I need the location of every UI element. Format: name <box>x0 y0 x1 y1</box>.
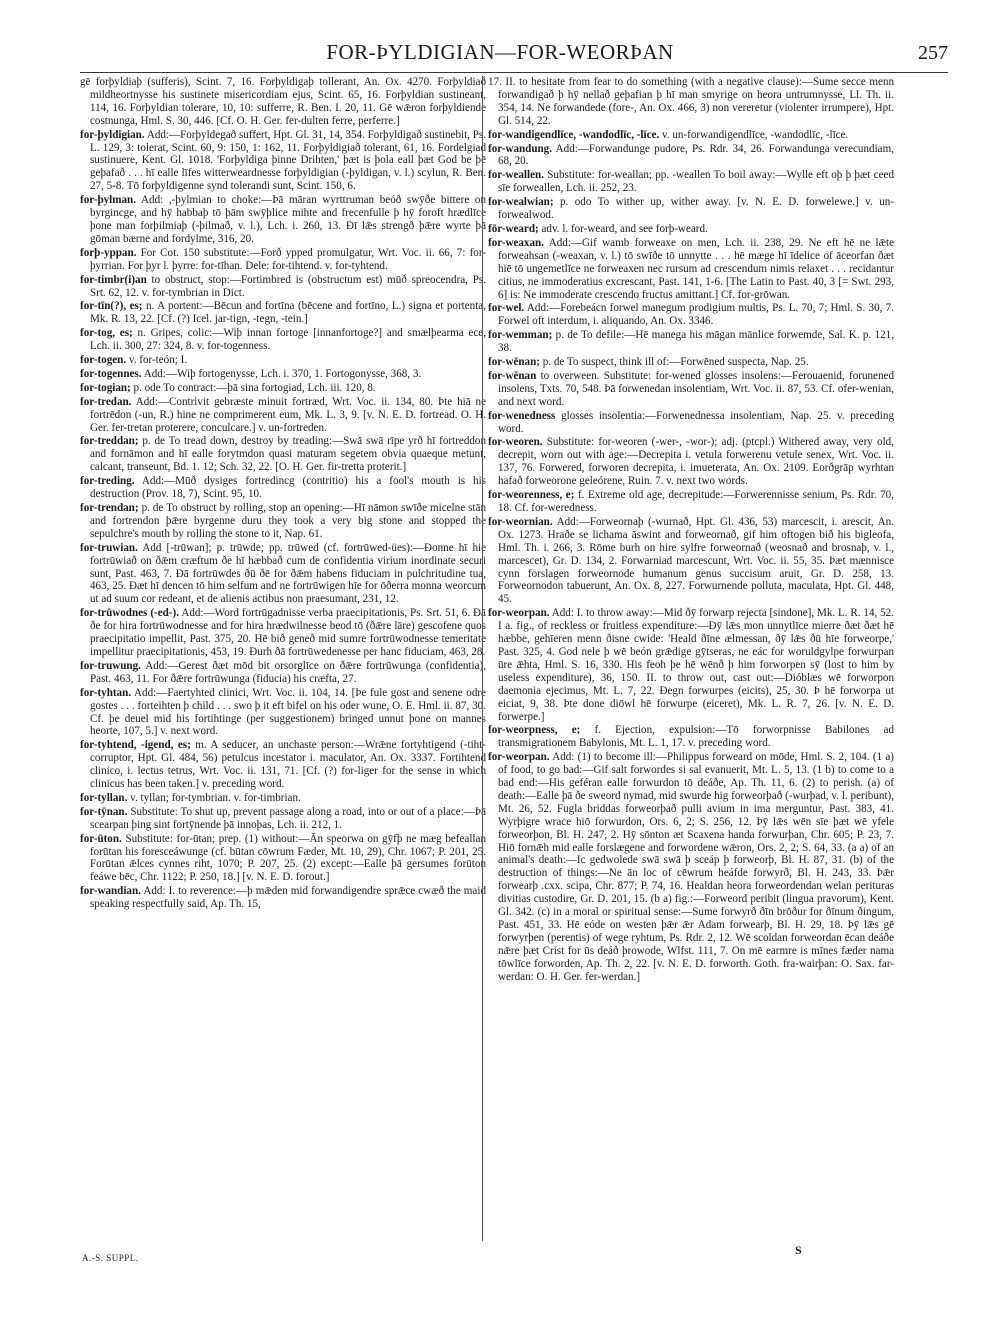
dictionary-entry <box>80 502 486 541</box>
header-rule <box>80 72 948 73</box>
dictionary-entry <box>80 129 486 194</box>
entry-headword: for-wandian. <box>80 885 141 898</box>
dictionary-entry <box>80 542 486 607</box>
dictionary-entry <box>80 792 486 805</box>
dictionary-entry <box>488 169 894 195</box>
entry-body: Add:—Word fortrūgadnisse verba praecipitationis, Ps. Srt. 51, 6. Ðā ðe for hira fortrūwodnesse and for hira hrædwilnesse beod tō (ðǣre lāre) gescofene quos praecipitatio impellit, Past. 375, 20. Hē bið geneð mid sumre fortrūwodnesse temeritate impellitur praecipitationis, 453, 19. Ðurh ðā fortrūwedenesse per hanc fiduciam, 463, 28. <box>89 607 486 658</box>
entry-headword: for-weorpan. <box>488 607 550 620</box>
entry-body: Add:—Faertyhted clinici, Wrt. Voc. ii. 104, 14. [Þe fule gost and senene odre gostes . . . forteihten þ child . . . swo þ it eft bifel on his oder wune, O. E. Hml. ii. 87, 30. Cf. þe deuel mid his fortihtinge (per suggestionem) bringed unnut þone on mannes heorte, 107, 5.] v. next word. <box>89 686 486 738</box>
entry-body: Add:—Forwandunge pudore, Ps. Rdr. 34, 26. Forwandunga verecundiam, 68, 20. <box>497 142 894 168</box>
entry-body: Substitute: for-weoren (-wer-, -wor-); adj. (ptcpl.) Withered away, very old, decrepit, worn out with age:—Decrepita i. vetula forwerenu vetule senex, Wrt. Voc. ii. 137, 76. Forwered, forworen decrepita, i. imueterata, An. Ox. 2109. Eorðgrāp wyrhtan hafað forweorone geleórene, Ruin. 7. v. next two words. <box>497 436 895 488</box>
dictionary-entry <box>80 382 486 395</box>
entry-body: v. un-forwandigendlīce, -wandodlīc, -līce. <box>662 128 849 141</box>
entry-headword: for-weorpness, e; <box>488 724 581 737</box>
entry-headword: for-togennes. <box>80 367 142 380</box>
entry-headword: for-tȳnan. <box>80 805 128 818</box>
entry-body: n. A portent:—Bēcun and fortīna (bēcene and fortīno, L.) signa et portenta, Mk. R. 13, 22. [Cf. (?) Icel. jar-tign, -tegn, -tein.] <box>89 300 486 326</box>
entry-body: Add: I. to reverence:—þ mǣden mid forwandigendre sprǣce cwæð the maid speaking respectfully said, Ap. Th. 15, <box>89 885 486 911</box>
entry-headword: for-weaxan. <box>488 236 544 249</box>
entry-body: Add:—Mūð dysiges fortredincg (contritio) his a fool's mouth is his destruction (Prov. 18, 7), Scint. 95, 10. <box>89 475 486 501</box>
entry-headword: for-tyllan. <box>80 791 128 804</box>
entry-headword: for-tyhtend, -igend, es; <box>80 739 191 752</box>
dictionary-entry <box>488 237 894 302</box>
entry-headword: for-tredan. <box>80 395 132 408</box>
entry-headword: for-truwung. <box>80 659 141 672</box>
entry-body: Add:—Gif wamb forweaxe on men, Lch. ii. 238, 29. Ne eft hē ne lǣte forweahsan (-weaxan, v. l.) tō swīðe tō unnytte . . . hē mæge hī īdelice of āceorfan ðæt hiē tō ungemetlīce ne forweaxen nec rursum ad crescendum nimis relaxet . . . recidantur citius, ne immoderatius excrescant, Past. 141, 1-6. [The Latin to Past. 40, 3 [= Swt. 293, 6] is: Ne immoderate crescendo fructus amittant.] Cf. for-grōwan. <box>497 236 894 301</box>
entry-body: m. A seducer, an unchaste person:—Wrǣne fortyhtigend (-tiht- corruptor, Hpt. Gl. 484, 56) petulcus incestator i. maculator, An. Ox. 3337. Fortihtend clinico, i. lectus tetrus, Wrt. Voc. ii. 131, 71. [Cf. (?) for-liger for the sense in which clinicus has been taken.] v. preceding word. <box>89 739 486 791</box>
dictionary-entry <box>488 302 894 328</box>
entry-headword: for-treding. <box>80 475 135 488</box>
entry-body: p. de To obstruct by rolling, stop an opening:—Hī nāmon swīðe micelne stān and fortrendon þǣre byrgenne duru they took a very big stone and stopped the sepulchre's mouth by rolling the stone to it, Nap. 61. <box>89 502 486 540</box>
entry-body: f. Extreme old age, decrepitude:—Forwerennisse senium, Ps. Rdr. 70, 18. Cf. for-weredness. <box>497 489 894 514</box>
entry-headword: for-weorpan. <box>488 751 550 764</box>
running-head: FOR-ÞYLDIGIAN—FOR-WEORÞAN <box>326 40 674 64</box>
entry-body: Substitute: for-weallan; pp. -weallen To boil away:—Wylle eft oþ þ þæt ceed sīe forweallen, Lch. ii. 252, 23. <box>497 169 895 195</box>
dictionary-entry <box>488 76 894 128</box>
entry-headword: for-þylman. <box>80 194 136 207</box>
dictionary-entry <box>80 885 486 911</box>
entry-headword: for-wemman; <box>488 329 553 342</box>
entry-headword: for-wēnan; <box>488 356 540 369</box>
dictionary-entry <box>488 196 894 222</box>
entry-body: Add:—Forþyldegað suffert, Hpt. Gl. 31, 14, 354. Forþyldigað sustinebit, Ps. L. 129, 3: tolerat, Scint. 60, 9: 150, 1: 162, 11. Forþyldigiað tolerant, 61, 16. Fordelgiad sustinuere, Kent. Gl. 1018. 'Forþyldiga þinne Drihten,' þæt is þola eall þæt God be þē geþafað . . . hī ealle līfes witterweardnesse forþyldigian (-þyldigan, v. l.) scylun, R. Ben. 27, 5-8. Tō forþyldigenne synd tolerandi sunt, Scint. 150, 6. <box>89 128 486 193</box>
dictionary-entry <box>488 724 894 750</box>
entry-headword: for-truwian. <box>80 541 138 554</box>
entry-body: adv. l. for-weard, and see forþ-weard. <box>541 222 708 235</box>
dictionary-entry <box>488 436 894 488</box>
entry-body: Add: (1) to become ill:—Philippus forweard on mōde, Hml. S. 2, 104. (1 a) of food, to go bad:—Gif salt forwordes si sal evanuerit, Mt. L. 5, 13. (1 b) to come to a bad end:—His geféran ealle forwurdon tō deáðe, Ap. Th. 11, 6. (2) to perish. (a) of death:—Ealle þā ðe sweord nymad, mid swurde hig forweorþað (-wurþad, v. l. peribunt), Mt. 26, 52. Fugla briddas forweorþað pulli avium in ima merguntur, Past. 383, 41. Wyrþigre wrace hiō forwurdon, Ors. 6, 2; S. 256, 12. Þȳ lǣs wēn sīe þæt wē yfele forweorþon, Bl. H. 247, 2. Hȳ sōnton æt Scaxena handa forwurþan, Chr. 605; P. 23, 7. Hiō fornǣh mid ealle forslægene and forwordene wǣron, Ors. 2, 2; S. 64, 33. (a a) of an animal's death:—Ic gedwolede swā swā þ sceáp þ forweorþ, Bl. H. 87, 31. (b) of the destruction of things:—Ne ān loc of cēwrum heáfde forwyrð, Bl. H. 243, 33. Þǣr forwearþ .cxx. scipa, Chr. 877; P. 74, 16. Healdan heora forweordendan welan perituras divitias custodire, Gr. D. 201, 15. (b a) fig.:—Forweord peribit (lingua pravorum), Kent. Gl. 342. (c) in a moral or spiritual sense:—Sume forwyrð ðīn brōður for ðīnum ðingum, Past. 451, 33. Hē eóde on westen þǣr ǣr Adam forwearþ, Bl. H. 29, 18. Þȳ lǣs gē forwyrþen (perentis) of wege ryhtum, Ps. Rdr. 2, 12. Wē scoldan forweordan ēcan deáðe nǣre þæt Crist for ūs deáð þrowode, Wlfst. 111, 7. On mē earmre is mīnes fæder nama tōwlīce forworden, Ap. Th. 2, 22. [v. N. E. D. forworth. Goth. fra-wairþan: O. Sax. far-werdan: O. H. Ger. fer-werdan.] <box>497 751 894 983</box>
entry-body: Add: I. to throw away:—Mid ðȳ forwarp rejecta [sindone], Mk. L. R. 14, 52. I a. fig., of reckless or fruitless expenditure:—Ðȳ lǣs mon unnytlīce mierre ðæt ðæt hē hæbbe, gehīeren menn ðisne cwide: 'Heald ðīne ælmessan, ðȳ lǣs ðū hīe forweorpe,' Past. 325, 4. God nele þ wē beón grǣdige gȳtseras, ne eác for woruldgylpe forwurpan ūre ǣhta, Hml. S. 16, 330. His feoh þe hē wēnð þ him forworpen sȳ (lost to him by useless expenditure), 36, 150. II. to throw out, cast out:—Dióblæs wē forworpon daemonia ejecimus, Mt. L. 7, 22. Ðegn forwurpes (eicits), 25, 30. Þ hē forworpa ut eiciat, 9, 38. Þte done diōwl hē forwurpe (eiceret), Mk. L. R. 7, 26. [v. N. E. D. forwerpe.] <box>497 607 894 723</box>
entry-headword: for-tog, es; <box>80 327 133 340</box>
entry-body: glosses insolentia:—Forwenednessa insolentiam, Nap. 25. v. preceding word. <box>497 409 894 435</box>
entry-headword: for-togian; <box>80 381 131 394</box>
entry-headword: for-timbr(i)an <box>80 273 147 286</box>
dictionary-entry <box>80 687 486 739</box>
entry-headword: for-trūwodnes (-ed-). <box>80 607 179 620</box>
entry-body: Substitute: To shut up, prevent passage along a road, into or out of a place:—Þā scearpan þing sint fortȳnende þā innoþas, Lch. ii. 212, 1. <box>89 805 486 831</box>
dictionary-entry <box>80 300 486 326</box>
dictionary-entry <box>488 410 894 436</box>
dictionary-entry <box>488 329 894 355</box>
signature-letter: S <box>795 1243 802 1257</box>
entry-headword: for-wel. <box>488 302 525 315</box>
entry-body: Substitute: for-ūtan; prep. (1) without:—Ān speorwa on gȳfþ ne mæg befeallan forūtan his foresceáwunge (cf. būtan cōwrum Fæder, Mt. 10, 29), Chr. 1067; P. 201, 25. Forūtan ǣlces cynnes riht, 1070; P. 207, 25. (2) except:—Ealle þā gersumes forūton feáwe bēc, Chr. 1122; P. 250, 18.] [v. N. E. D. forout.] <box>89 832 486 884</box>
entry-body: p. de To defile:—Hē manega his māgan mānlice forwemde, Sal. K. p. 121, 38. <box>497 329 894 355</box>
dictionary-entry <box>80 806 486 832</box>
dictionary-entry <box>80 739 486 791</box>
dictionary-entry <box>80 327 486 353</box>
dictionary-entry <box>80 435 486 474</box>
left-column <box>80 76 486 911</box>
entry-body: Add:—Forweornaþ (-wurnað, Hpt. Gl. 436, 53) marcescit, i. arescit, An. Ox. 1273. Hraðe se lichama āswint and forweornað, gif him oftogen bið his bigleofa, Hml. Th. i. 266, 3. Rōme burh on hire sylfre forweornað (weosnað and brosnaþ, v. l., marcescet), Gr. D. 134, 2. Forwarniad marcescunt, Wrt. Voc. ii. 55, 35. Þæt mænnisce cynn forslagen forweornode humanum genus succisum aruit, Gr. D. 258, 13. Forweornodon tabuerunt, An. Ox. 8, 227. Forwurnende polluta, maculata, Hpt. Gl. 448, 45. <box>497 515 894 606</box>
entry-body: f. Ejection, expulsion:—Tō forworpnisse Babilones ad transmigrationem Babylonis, Mt. L. 1, 17. v. preceding word. <box>497 724 894 750</box>
dictionary-entry <box>488 370 894 409</box>
right-column <box>488 76 894 984</box>
entry-headword: forþ-yppan. <box>80 246 137 259</box>
entry-body: gē forþyldiaþ (sufferis), Scint. 7, 16. Forþyldigaþ tollerant, An. Ox. 4270. Forþyldiað mildheortnysse his sustinete misericordiam ejus, Scint. 65, 16. Forþyldian sustineant, 114, 16. Forþyldian tolerare, 10, 10: sufferre, R. Ben. I. 20, 11. Gē wǣron forþyldiende costnunga, Hml. S. 30, 446. [Cf. O. H. Ger. fer-dulten ferre, perferre.] <box>80 76 486 127</box>
entry-headword: for-weallen. <box>488 169 544 182</box>
entry-body: v. tyllan; for-tymbrian. v. for-timbrian. <box>130 791 301 804</box>
dictionary-entry <box>488 143 894 169</box>
dictionary-entry <box>488 607 894 723</box>
entry-headword: for-togen. <box>80 354 127 367</box>
entry-headword: for-þyldigian. <box>80 128 145 141</box>
dictionary-entry <box>80 833 486 885</box>
entry-headword: for-ūton. <box>80 832 122 845</box>
entry-body: Add:—Gerest ðæt mōd bit orsorglīce on ðǣre fortrūwunga (confidentia), Past. 463, 11. For ðǣre fortrūwunga (fiducia) his cræfta, 27. <box>89 659 486 685</box>
entry-body: Add [-trūwan]; p. trūwde; pp. trūwed (cf. fortrūwed-ües):—Ðonne hī hie fortrūwiað on ðǣm cræftum ðe hī hæbbað cum de confidentia virium inordinate securi sunt, Past. 463, 7. Ðā fortrūwdes ðū ðē for ðǣm habens fiduciam in pulchritudine tua, 463, 25. Ðæt hī dencen tō him selfum and ne fortrūwigen hīe for ōðerra monna weorcum ut ad suum cor redeant, et de alienis actibus non praesumant, 231, 12. <box>89 541 486 606</box>
dictionary-entry <box>80 247 486 273</box>
dictionary-entry <box>80 274 486 300</box>
entry-headword: for-tīn(?), es; <box>80 300 143 313</box>
entry-body: to obstruct, stop:—Fortimbred is (obstructum est) mūð spreocendra, Ps. Srt. 62, 12. v. for-tymbrian in Dict. <box>89 273 486 299</box>
entry-body: 17. II. to hesitate from fear to do something (with a negative clause):—Sume secce menn forwandigað þ hȳ nellað geþafian þ hī man smyrige on heora untrumnysse, Ll. Th. ii. 354, 14. Ne forwandede (fore-, An. Ox. 466, 3) non vereretur (violenter irrumpere), Hpt. Gl. 514, 22. <box>488 76 894 127</box>
entry-headword: for-wenedness <box>488 409 556 422</box>
dictionary-entry <box>488 516 894 606</box>
entry-body: p. ode To contract:—þā sina fortogiad, Lch. iii. 120, 8. <box>133 381 376 394</box>
entry-body: p. odo To wither up, wither away. [v. N. E. D. forwelewe.] v. un-forwealwod. <box>497 196 894 222</box>
dictionary-entry <box>80 607 486 659</box>
dictionary-entry <box>80 194 486 246</box>
entry-body: For Cot. 150 substitute:—Forð ypped promulgatur, Wrt. Voc. ii. 66, 7: for-þyrrian. For þyr l. þyrre: for-tīhan. Dele: for-tihtend. v. for-tyhtend. <box>89 246 486 272</box>
entry-headword: for-weorenness, e; <box>488 489 575 502</box>
entry-headword: for-treddan; <box>80 435 139 448</box>
entry-body: p. de To tread down, destroy by treading:—Swā swā rīpe yrð hī fortreddon and fornāmon and hī ealle forytmdon quasi maturam segetem obvia quaeque metunt, calcant, transeunt, Bd. 1. 12; Sch. 32, 22. [O. H. Ger. fir-tretta proterit.] <box>89 435 487 474</box>
entry-headword: for-wēnan <box>488 369 537 382</box>
entry-headword: for-weornian. <box>488 515 553 528</box>
dictionary-entry <box>488 223 894 236</box>
dictionary-entry <box>488 356 894 369</box>
dictionary-entry <box>488 751 894 983</box>
dictionary-entry <box>488 129 894 142</box>
dictionary-entry <box>80 396 486 435</box>
entry-headword: for-trendan; <box>80 502 139 514</box>
dictionary-entry <box>80 354 486 367</box>
entry-headword: for-tyhtan. <box>80 686 132 699</box>
entry-body: p. de To suspect, think ill of:—Forwēned suspecta, Nap. 25. <box>542 356 809 369</box>
entry-body: Add:—Contrivit gebræste minuit fortræd, Wrt. Voc. ii. 134, 80. Þte hiā ne fortrēdon (-un, R.) hine ne comprimerent eum, Mk. L. 3, 9. [v. N. E. D. fortread. O. H. Ger. fer-tretan proterere, conculcare.] v. un-fortreden. <box>89 395 487 434</box>
dictionary-entry <box>80 660 486 686</box>
entry-body: Add:—Forebeácn forwel manegum prodigium multis, Ps. L. 70, 7; Hml. S. 30, 7. Forwel oft interdum, i. aliquando, An. Ox. 3346. <box>497 302 894 328</box>
entry-headword: fōr-weard; <box>488 222 539 235</box>
entry-headword: for-wealwian; <box>488 196 554 209</box>
entry-body: Add:—Wiþ fortogenysse, Lch. i. 370, 1. Fortogonysse, 368, 3. <box>143 367 422 380</box>
entry-body: Add: ,-þylmian to choke:—Þā māran wyrttruman beóð swȳðe bittere on byrgincge, and hȳ habbaþ tō þām swȳþlice mihte and frecenfulle þ hȳ foroft hrædlīce þone man forþilmiaþ (-þilmað, v. l.), Lch. i. 260, 13. Ðī lǣs strengð þǣre wyrte þā gōman bærne and fordylme, 316, 20. <box>89 194 486 245</box>
page-number: 257 <box>918 42 948 64</box>
entry-headword: for-weoren. <box>488 436 543 449</box>
entry-body: v. for-teón; I. <box>128 354 188 367</box>
entry-headword: for-wandigendlīce, -wandodlīc, -līce. <box>488 128 660 141</box>
dictionary-entry <box>80 368 486 381</box>
column-divider <box>482 76 483 1241</box>
dictionary-entry <box>488 489 894 515</box>
signature-mark-left: A.-S. SUPPL. <box>82 1253 139 1263</box>
entry-body: to overween. Substitute: for-wened glosses insolens:—Ferouaenid, forunened insolens, Txts. 70, 548. Þā forwenedan insolentiam, Wrt. Voc. ii. 87, 53. Cf. ofer-wenian, and next word. <box>497 369 894 408</box>
entry-headword: for-wandung. <box>488 142 553 155</box>
dictionary-entry <box>80 475 486 501</box>
dictionary-entry <box>80 76 486 128</box>
entry-body: n. Gripes, colic:—Wiþ innan fortoge [innanfortoge?] and smælþearma ece, Lch. ii. 300, 27: 324, 8. v. for-togenness. <box>89 327 487 353</box>
